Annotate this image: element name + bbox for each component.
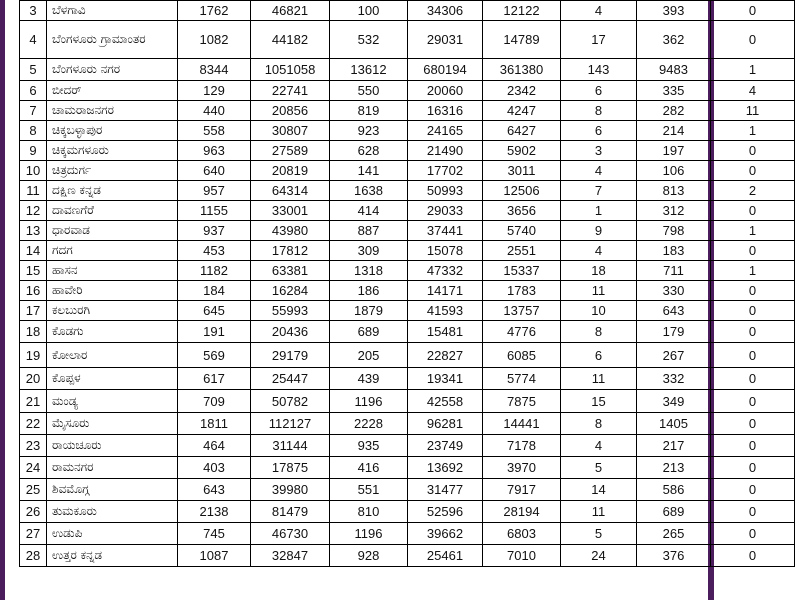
value-cell-c8: 1 — [711, 59, 795, 81]
value-cell-c3: 689 — [330, 321, 408, 343]
value-cell-c3: 1879 — [330, 301, 408, 321]
district-name-cell: ಮೈಸೂರು — [47, 413, 178, 435]
value-cell-c2: 17812 — [251, 241, 330, 261]
table-row — [20, 501, 795, 523]
value-cell-c6: 17 — [561, 21, 637, 59]
value-cell-c5: 6803 — [483, 523, 561, 545]
district-name-cell: ಬೆಳಗಾವಿ — [47, 1, 178, 21]
value-cell-c2: 30807 — [251, 121, 330, 141]
row-number-cell: 21 — [20, 390, 47, 413]
value-cell-c7: 330 — [637, 281, 711, 301]
value-cell-c3: 141 — [330, 161, 408, 181]
row-number-cell: 27 — [20, 523, 47, 545]
value-cell-c5: 12122 — [483, 1, 561, 21]
value-cell-c5: 3970 — [483, 457, 561, 479]
row-number-cell: 8 — [20, 121, 47, 141]
value-cell-c4: 41593 — [408, 301, 483, 321]
value-cell-c7: 711 — [637, 261, 711, 281]
table-row — [20, 281, 795, 301]
value-cell-c7: 312 — [637, 201, 711, 221]
district-name-cell: ಕೋಲಾರ — [47, 343, 178, 368]
row-number-cell: 17 — [20, 301, 47, 321]
value-cell-c2: 64314 — [251, 181, 330, 201]
value-cell-c5: 361380 — [483, 59, 561, 81]
table-row — [20, 457, 795, 479]
value-cell-c1: 440 — [178, 101, 251, 121]
value-cell-c6: 8 — [561, 101, 637, 121]
value-cell-c4: 34306 — [408, 1, 483, 21]
table-row — [20, 59, 795, 81]
row-number-cell: 7 — [20, 101, 47, 121]
value-cell-c6: 8 — [561, 413, 637, 435]
value-cell-c8: 0 — [711, 281, 795, 301]
value-cell-c6: 9 — [561, 221, 637, 241]
value-cell-c7: 376 — [637, 545, 711, 567]
district-name-cell: ಧಾರವಾಡ — [47, 221, 178, 241]
table-row — [20, 301, 795, 321]
row-number-cell: 13 — [20, 221, 47, 241]
value-cell-c7: 332 — [637, 368, 711, 390]
value-cell-c8: 1 — [711, 261, 795, 281]
value-cell-c5: 4247 — [483, 101, 561, 121]
table-body — [20, 1, 795, 567]
value-cell-c8: 0 — [711, 523, 795, 545]
table-row — [20, 181, 795, 201]
value-cell-c4: 29031 — [408, 21, 483, 59]
value-cell-c7: 282 — [637, 101, 711, 121]
row-number-cell: 14 — [20, 241, 47, 261]
table-row — [20, 390, 795, 413]
value-cell-c1: 957 — [178, 181, 251, 201]
value-cell-c8: 0 — [711, 201, 795, 221]
value-cell-c3: 186 — [330, 281, 408, 301]
value-cell-c7: 798 — [637, 221, 711, 241]
value-cell-c8: 0 — [711, 141, 795, 161]
value-cell-c7: 267 — [637, 343, 711, 368]
value-cell-c3: 205 — [330, 343, 408, 368]
table-row — [20, 435, 795, 457]
value-cell-c5: 3656 — [483, 201, 561, 221]
value-cell-c2: 63381 — [251, 261, 330, 281]
value-cell-c2: 46730 — [251, 523, 330, 545]
value-cell-c3: 923 — [330, 121, 408, 141]
table-row — [20, 241, 795, 261]
value-cell-c6: 14 — [561, 479, 637, 501]
value-cell-c3: 414 — [330, 201, 408, 221]
table-row — [20, 221, 795, 241]
value-cell-c6: 15 — [561, 390, 637, 413]
row-number-cell: 9 — [20, 141, 47, 161]
table-row — [20, 141, 795, 161]
value-cell-c1: 129 — [178, 81, 251, 101]
value-cell-c2: 17875 — [251, 457, 330, 479]
row-number-cell: 20 — [20, 368, 47, 390]
value-cell-c8: 0 — [711, 368, 795, 390]
value-cell-c4: 29033 — [408, 201, 483, 221]
district-name-cell: ಕಲಬುರಗಿ — [47, 301, 178, 321]
value-cell-c3: 628 — [330, 141, 408, 161]
value-cell-c8: 0 — [711, 479, 795, 501]
value-cell-c7: 1405 — [637, 413, 711, 435]
value-cell-c2: 33001 — [251, 201, 330, 221]
value-cell-c1: 1762 — [178, 1, 251, 21]
value-cell-c6: 6 — [561, 121, 637, 141]
value-cell-c3: 416 — [330, 457, 408, 479]
value-cell-c5: 7010 — [483, 545, 561, 567]
value-cell-c7: 214 — [637, 121, 711, 141]
left-border-bar — [0, 0, 5, 600]
value-cell-c4: 22827 — [408, 343, 483, 368]
value-cell-c4: 24165 — [408, 121, 483, 141]
value-cell-c2: 112127 — [251, 413, 330, 435]
table-row — [20, 201, 795, 221]
value-cell-c8: 0 — [711, 343, 795, 368]
value-cell-c6: 5 — [561, 523, 637, 545]
value-cell-c4: 50993 — [408, 181, 483, 201]
value-cell-c1: 640 — [178, 161, 251, 181]
value-cell-c7: 265 — [637, 523, 711, 545]
value-cell-c5: 15337 — [483, 261, 561, 281]
value-cell-c2: 27589 — [251, 141, 330, 161]
value-cell-c4: 680194 — [408, 59, 483, 81]
value-cell-c6: 8 — [561, 321, 637, 343]
value-cell-c4: 17702 — [408, 161, 483, 181]
value-cell-c2: 46821 — [251, 1, 330, 21]
district-name-cell: ಶಿವಮೊಗ್ಗ — [47, 479, 178, 501]
district-name-cell: ಚಿಕ್ಕಬಳ್ಳಾಪುರ — [47, 121, 178, 141]
table-row — [20, 101, 795, 121]
row-number-cell: 22 — [20, 413, 47, 435]
value-cell-c3: 13612 — [330, 59, 408, 81]
value-cell-c3: 532 — [330, 21, 408, 59]
row-number-cell: 26 — [20, 501, 47, 523]
value-cell-c4: 21490 — [408, 141, 483, 161]
value-cell-c8: 0 — [711, 390, 795, 413]
value-cell-c3: 1196 — [330, 390, 408, 413]
value-cell-c1: 1811 — [178, 413, 251, 435]
value-cell-c5: 2342 — [483, 81, 561, 101]
value-cell-c2: 44182 — [251, 21, 330, 59]
value-cell-c5: 6085 — [483, 343, 561, 368]
value-cell-c3: 550 — [330, 81, 408, 101]
value-cell-c2: 32847 — [251, 545, 330, 567]
value-cell-c4: 20060 — [408, 81, 483, 101]
value-cell-c6: 24 — [561, 545, 637, 567]
value-cell-c1: 8344 — [178, 59, 251, 81]
table-row — [20, 81, 795, 101]
value-cell-c4: 15481 — [408, 321, 483, 343]
row-number-cell: 28 — [20, 545, 47, 567]
value-cell-c6: 6 — [561, 343, 637, 368]
value-cell-c5: 1783 — [483, 281, 561, 301]
value-cell-c2: 50782 — [251, 390, 330, 413]
value-cell-c2: 1051058 — [251, 59, 330, 81]
row-number-cell: 25 — [20, 479, 47, 501]
district-name-cell: ರಾಮನಗರ — [47, 457, 178, 479]
value-cell-c7: 335 — [637, 81, 711, 101]
value-cell-c6: 11 — [561, 501, 637, 523]
row-number-cell: 16 — [20, 281, 47, 301]
district-table — [19, 0, 795, 567]
district-name-cell: ರಾಯಚೂರು — [47, 435, 178, 457]
value-cell-c4: 31477 — [408, 479, 483, 501]
district-name-cell: ಗದಗ — [47, 241, 178, 261]
row-number-cell: 5 — [20, 59, 47, 81]
row-number-cell: 4 — [20, 21, 47, 59]
table-row — [20, 21, 795, 59]
value-cell-c6: 11 — [561, 281, 637, 301]
district-name-cell: ಚಾಮರಾಜನಗರ — [47, 101, 178, 121]
district-name-cell: ಕೊಪ್ಪಳ — [47, 368, 178, 390]
value-cell-c1: 2138 — [178, 501, 251, 523]
district-name-cell: ದಾವಣಗೆರೆ — [47, 201, 178, 221]
value-cell-c2: 20436 — [251, 321, 330, 343]
value-cell-c8: 1 — [711, 121, 795, 141]
value-cell-c6: 1 — [561, 201, 637, 221]
district-name-cell: ಮಂಡ್ಯ — [47, 390, 178, 413]
table-row — [20, 368, 795, 390]
value-cell-c3: 1196 — [330, 523, 408, 545]
value-cell-c2: 55993 — [251, 301, 330, 321]
value-cell-c8: 0 — [711, 161, 795, 181]
value-cell-c6: 4 — [561, 1, 637, 21]
table-row — [20, 121, 795, 141]
value-cell-c2: 31144 — [251, 435, 330, 457]
value-cell-c5: 5740 — [483, 221, 561, 241]
value-cell-c3: 551 — [330, 479, 408, 501]
value-cell-c5: 7178 — [483, 435, 561, 457]
value-cell-c2: 22741 — [251, 81, 330, 101]
district-name-cell: ಚಿತ್ರದುರ್ಗ — [47, 161, 178, 181]
value-cell-c4: 16316 — [408, 101, 483, 121]
district-name-cell: ಕೊಡಗು — [47, 321, 178, 343]
row-number-cell: 15 — [20, 261, 47, 281]
value-cell-c4: 39662 — [408, 523, 483, 545]
value-cell-c7: 106 — [637, 161, 711, 181]
value-cell-c6: 18 — [561, 261, 637, 281]
value-cell-c1: 643 — [178, 479, 251, 501]
value-cell-c6: 143 — [561, 59, 637, 81]
value-cell-c1: 464 — [178, 435, 251, 457]
row-number-cell: 18 — [20, 321, 47, 343]
value-cell-c5: 28194 — [483, 501, 561, 523]
district-name-cell: ಚಿಕ್ಕಮಗಳೂರು — [47, 141, 178, 161]
value-cell-c6: 4 — [561, 435, 637, 457]
row-number-cell: 24 — [20, 457, 47, 479]
row-number-cell: 19 — [20, 343, 47, 368]
value-cell-c8: 0 — [711, 435, 795, 457]
table-row — [20, 261, 795, 281]
value-cell-c7: 183 — [637, 241, 711, 261]
value-cell-c7: 689 — [637, 501, 711, 523]
value-cell-c1: 403 — [178, 457, 251, 479]
value-cell-c5: 7875 — [483, 390, 561, 413]
value-cell-c1: 963 — [178, 141, 251, 161]
value-cell-c4: 23749 — [408, 435, 483, 457]
value-cell-c8: 0 — [711, 1, 795, 21]
value-cell-c1: 184 — [178, 281, 251, 301]
value-cell-c1: 1155 — [178, 201, 251, 221]
value-cell-c5: 14789 — [483, 21, 561, 59]
value-cell-c2: 39980 — [251, 479, 330, 501]
value-cell-c3: 887 — [330, 221, 408, 241]
value-cell-c6: 10 — [561, 301, 637, 321]
row-number-cell: 6 — [20, 81, 47, 101]
value-cell-c7: 217 — [637, 435, 711, 457]
value-cell-c3: 439 — [330, 368, 408, 390]
value-cell-c5: 6427 — [483, 121, 561, 141]
table-row — [20, 523, 795, 545]
district-name-cell: ಬೆಂಗಳೂರು ನಗರ — [47, 59, 178, 81]
row-number-cell: 10 — [20, 161, 47, 181]
district-name-cell: ತುಮಕೂರು — [47, 501, 178, 523]
value-cell-c8: 11 — [711, 101, 795, 121]
value-cell-c4: 37441 — [408, 221, 483, 241]
value-cell-c7: 586 — [637, 479, 711, 501]
value-cell-c8: 0 — [711, 21, 795, 59]
value-cell-c1: 617 — [178, 368, 251, 390]
value-cell-c5: 5774 — [483, 368, 561, 390]
value-cell-c1: 558 — [178, 121, 251, 141]
value-cell-c5: 3011 — [483, 161, 561, 181]
value-cell-c4: 52596 — [408, 501, 483, 523]
value-cell-c1: 937 — [178, 221, 251, 241]
value-cell-c1: 453 — [178, 241, 251, 261]
value-cell-c3: 2228 — [330, 413, 408, 435]
value-cell-c2: 20856 — [251, 101, 330, 121]
value-cell-c6: 6 — [561, 81, 637, 101]
value-cell-c2: 25447 — [251, 368, 330, 390]
value-cell-c8: 0 — [711, 457, 795, 479]
table-row — [20, 545, 795, 567]
value-cell-c4: 25461 — [408, 545, 483, 567]
value-cell-c8: 0 — [711, 241, 795, 261]
value-cell-c3: 309 — [330, 241, 408, 261]
value-cell-c3: 928 — [330, 545, 408, 567]
value-cell-c1: 745 — [178, 523, 251, 545]
district-name-cell: ಬೀದರ್ — [47, 81, 178, 101]
table-row — [20, 1, 795, 21]
value-cell-c3: 100 — [330, 1, 408, 21]
value-cell-c4: 96281 — [408, 413, 483, 435]
value-cell-c3: 1638 — [330, 181, 408, 201]
value-cell-c1: 645 — [178, 301, 251, 321]
value-cell-c5: 2551 — [483, 241, 561, 261]
table-row — [20, 343, 795, 368]
row-number-cell: 12 — [20, 201, 47, 221]
district-name-cell: ಹಾಸನ — [47, 261, 178, 281]
value-cell-c7: 213 — [637, 457, 711, 479]
value-cell-c2: 29179 — [251, 343, 330, 368]
value-cell-c6: 5 — [561, 457, 637, 479]
value-cell-c2: 81479 — [251, 501, 330, 523]
value-cell-c7: 179 — [637, 321, 711, 343]
table-row — [20, 161, 795, 181]
value-cell-c3: 935 — [330, 435, 408, 457]
table-row — [20, 479, 795, 501]
district-name-cell: ಉತ್ತರ ಕನ್ನಡ — [47, 545, 178, 567]
table-row — [20, 321, 795, 343]
value-cell-c4: 19341 — [408, 368, 483, 390]
value-cell-c6: 4 — [561, 241, 637, 261]
value-cell-c2: 20819 — [251, 161, 330, 181]
value-cell-c7: 813 — [637, 181, 711, 201]
value-cell-c3: 1318 — [330, 261, 408, 281]
value-cell-c8: 0 — [711, 545, 795, 567]
value-cell-c6: 11 — [561, 368, 637, 390]
value-cell-c5: 13757 — [483, 301, 561, 321]
value-cell-c7: 393 — [637, 1, 711, 21]
table-row — [20, 413, 795, 435]
value-cell-c5: 7917 — [483, 479, 561, 501]
value-cell-c6: 7 — [561, 181, 637, 201]
value-cell-c3: 810 — [330, 501, 408, 523]
value-cell-c8: 1 — [711, 221, 795, 241]
row-number-cell: 23 — [20, 435, 47, 457]
district-name-cell: ದಕ್ಷಿಣ ಕನ್ನಡ — [47, 181, 178, 201]
value-cell-c8: 0 — [711, 321, 795, 343]
value-cell-c6: 4 — [561, 161, 637, 181]
value-cell-c1: 1087 — [178, 545, 251, 567]
row-number-cell: 3 — [20, 1, 47, 21]
value-cell-c7: 197 — [637, 141, 711, 161]
value-cell-c7: 362 — [637, 21, 711, 59]
value-cell-c1: 709 — [178, 390, 251, 413]
value-cell-c8: 0 — [711, 301, 795, 321]
value-cell-c1: 1082 — [178, 21, 251, 59]
value-cell-c7: 349 — [637, 390, 711, 413]
value-cell-c2: 43980 — [251, 221, 330, 241]
value-cell-c6: 3 — [561, 141, 637, 161]
value-cell-c8: 0 — [711, 501, 795, 523]
value-cell-c8: 0 — [711, 413, 795, 435]
value-cell-c5: 14441 — [483, 413, 561, 435]
value-cell-c4: 13692 — [408, 457, 483, 479]
value-cell-c1: 569 — [178, 343, 251, 368]
value-cell-c7: 643 — [637, 301, 711, 321]
value-cell-c4: 42558 — [408, 390, 483, 413]
value-cell-c1: 191 — [178, 321, 251, 343]
value-cell-c2: 16284 — [251, 281, 330, 301]
value-cell-c5: 4776 — [483, 321, 561, 343]
value-cell-c8: 4 — [711, 81, 795, 101]
row-number-cell: 11 — [20, 181, 47, 201]
value-cell-c3: 819 — [330, 101, 408, 121]
value-cell-c7: 9483 — [637, 59, 711, 81]
value-cell-c4: 15078 — [408, 241, 483, 261]
value-cell-c5: 5902 — [483, 141, 561, 161]
value-cell-c5: 12506 — [483, 181, 561, 201]
district-name-cell: ಉಡುಪಿ — [47, 523, 178, 545]
value-cell-c1: 1182 — [178, 261, 251, 281]
value-cell-c8: 2 — [711, 181, 795, 201]
district-name-cell: ಬೆಂಗಳೂರು ಗ್ರಾಮಾಂತರ — [47, 21, 178, 59]
value-cell-c4: 47332 — [408, 261, 483, 281]
district-name-cell: ಹಾವೇರಿ — [47, 281, 178, 301]
value-cell-c4: 14171 — [408, 281, 483, 301]
